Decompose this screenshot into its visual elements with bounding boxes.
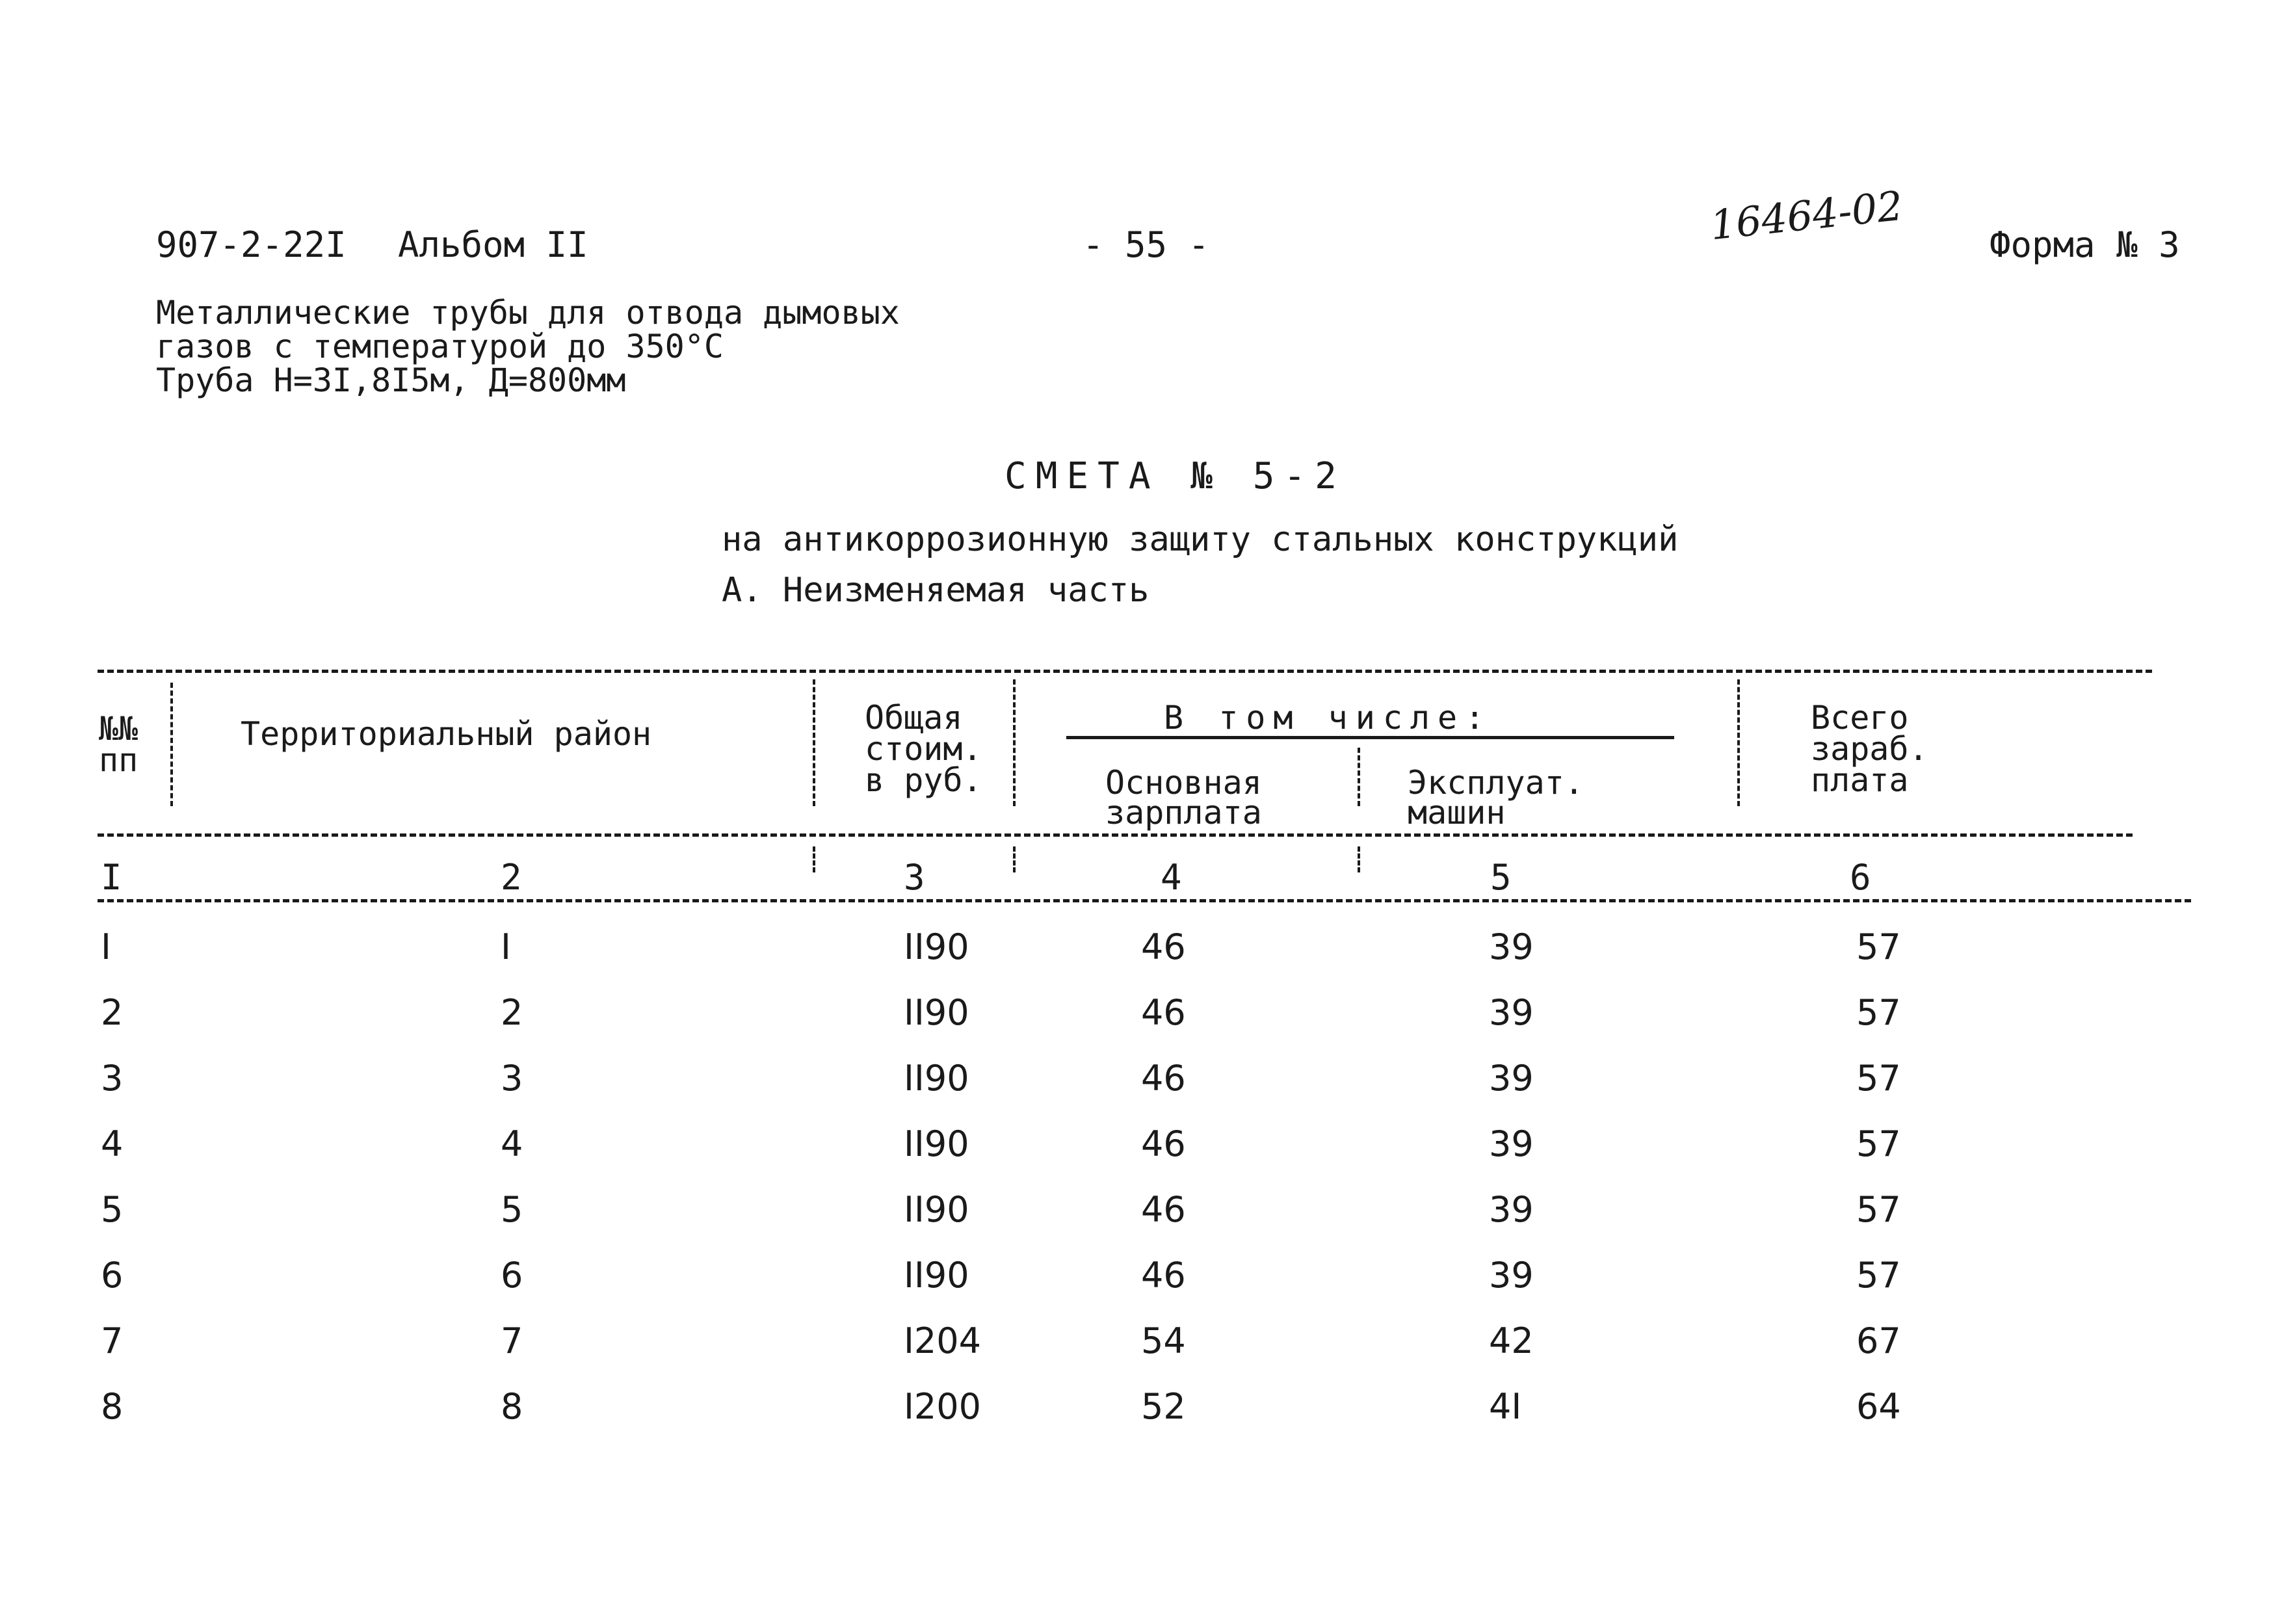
machine-operation-cell: 39 <box>1489 1255 1534 1296</box>
total-cost-cell: II90 <box>904 1189 969 1230</box>
header-machine-operation-line2: машин <box>1408 794 1506 832</box>
base-salary-cell: 54 <box>1141 1320 1186 1361</box>
machine-operation-cell: 39 <box>1489 1058 1534 1099</box>
row-number: 7 <box>101 1320 124 1361</box>
document-code: 907-2-22I <box>156 224 347 265</box>
base-salary-cell: 46 <box>1141 1255 1186 1296</box>
column-number-4: 4 <box>1161 857 1182 898</box>
total-salary-cell: 64 <box>1856 1386 1901 1427</box>
district-cell: 6 <box>501 1255 523 1296</box>
header-total-salary-line2: зараб. <box>1811 730 1928 768</box>
machine-operation-cell: 39 <box>1489 1189 1534 1230</box>
column-number-3: 3 <box>904 857 925 898</box>
form-number: Форма № 3 <box>1990 224 2180 265</box>
col-separator-2b <box>813 846 815 872</box>
district-cell: 8 <box>501 1386 523 1427</box>
column-number-1: I <box>101 857 122 898</box>
table-header-bottom-rule <box>98 833 2133 837</box>
section-title: А. Неизменяемая часть <box>722 571 1150 610</box>
district-cell: 2 <box>501 992 523 1033</box>
base-salary-cell: 46 <box>1141 926 1186 967</box>
header-total-cost-line3: в руб. <box>865 761 982 799</box>
header-base-salary-line1: Основная <box>1105 764 1262 802</box>
row-number: 2 <box>101 992 124 1033</box>
base-salary-cell: 46 <box>1141 992 1186 1033</box>
row-number: 3 <box>101 1058 124 1099</box>
total-cost-cell: II90 <box>904 1255 969 1296</box>
total-cost-cell: I200 <box>904 1386 981 1427</box>
column-number-2: 2 <box>501 857 522 898</box>
total-cost-cell: II90 <box>904 1058 969 1099</box>
estimate-subtitle: на антикоррозионную защиту стальных конструкций <box>722 520 1679 559</box>
row-number: I <box>101 926 111 967</box>
header-total-salary-line1: Всего <box>1811 699 1909 737</box>
total-cost-cell: II90 <box>904 926 969 967</box>
base-salary-cell: 46 <box>1141 1123 1186 1164</box>
total-salary-cell: 57 <box>1856 1255 1901 1296</box>
header-total-salary-line3: плата <box>1811 761 1909 799</box>
total-salary-cell: 57 <box>1856 1189 1901 1230</box>
page-number: - 55 - <box>1083 224 1210 265</box>
total-cost-cell: II90 <box>904 992 969 1033</box>
row-number: 5 <box>101 1189 124 1230</box>
album-label: Альбом II <box>398 224 588 265</box>
header-total-cost-line1: Общая <box>865 699 963 737</box>
col-separator-4 <box>1358 748 1360 806</box>
machine-operation-cell: 4I <box>1489 1386 1522 1427</box>
header-machine-operation-line1: Эксплуат. <box>1408 764 1584 802</box>
header-base-salary-line2: зарплата <box>1105 794 1262 832</box>
district-cell: I <box>501 926 511 967</box>
column-number-6: 6 <box>1850 857 1871 898</box>
estimate-title: СМЕТА № 5-2 <box>1005 455 1346 497</box>
description-line-3: Труба Н=3I,8I5м, Д=800мм <box>156 361 626 399</box>
column-number-rule <box>98 899 2191 902</box>
col-separator-3b <box>1013 846 1016 872</box>
base-salary-cell: 46 <box>1141 1058 1186 1099</box>
district-cell: 3 <box>501 1058 523 1099</box>
total-cost-cell: I204 <box>904 1320 981 1361</box>
row-number: 4 <box>101 1123 124 1164</box>
district-cell: 5 <box>501 1189 523 1230</box>
table-top-rule <box>98 670 2152 673</box>
total-cost-cell: II90 <box>904 1123 969 1164</box>
total-salary-cell: 57 <box>1856 1058 1901 1099</box>
machine-operation-cell: 42 <box>1489 1320 1534 1361</box>
header-num-line1: №№ <box>99 710 138 748</box>
machine-operation-cell: 39 <box>1489 992 1534 1033</box>
description-line-2: газов с температурой до 350°С <box>156 328 724 365</box>
header-including-group: В том числе: <box>1164 699 1493 737</box>
col-separator-4b <box>1358 846 1360 872</box>
col-separator-5 <box>1737 679 1740 806</box>
machine-operation-cell: 39 <box>1489 1123 1534 1164</box>
col-separator-1 <box>170 683 173 806</box>
col-separator-2 <box>813 679 815 806</box>
handwritten-registration-number: 16464-02 <box>1707 181 1906 250</box>
row-number: 6 <box>101 1255 124 1296</box>
machine-operation-cell: 39 <box>1489 926 1534 967</box>
header-total-cost-line2: стоим. <box>865 730 982 768</box>
base-salary-cell: 52 <box>1141 1386 1186 1427</box>
total-salary-cell: 57 <box>1856 926 1901 967</box>
row-number: 8 <box>101 1386 124 1427</box>
total-salary-cell: 57 <box>1856 992 1901 1033</box>
column-number-5: 5 <box>1490 857 1512 898</box>
total-salary-cell: 57 <box>1856 1123 1901 1164</box>
district-cell: 7 <box>501 1320 523 1361</box>
total-salary-cell: 67 <box>1856 1320 1901 1361</box>
col-separator-3 <box>1013 679 1016 806</box>
header-num-line2: пп <box>99 741 138 779</box>
district-cell: 4 <box>501 1123 523 1164</box>
header-territorial-district: Территориальный район <box>241 715 652 753</box>
description-line-1: Металлические трубы для отвода дымовых <box>156 294 900 332</box>
base-salary-cell: 46 <box>1141 1189 1186 1230</box>
